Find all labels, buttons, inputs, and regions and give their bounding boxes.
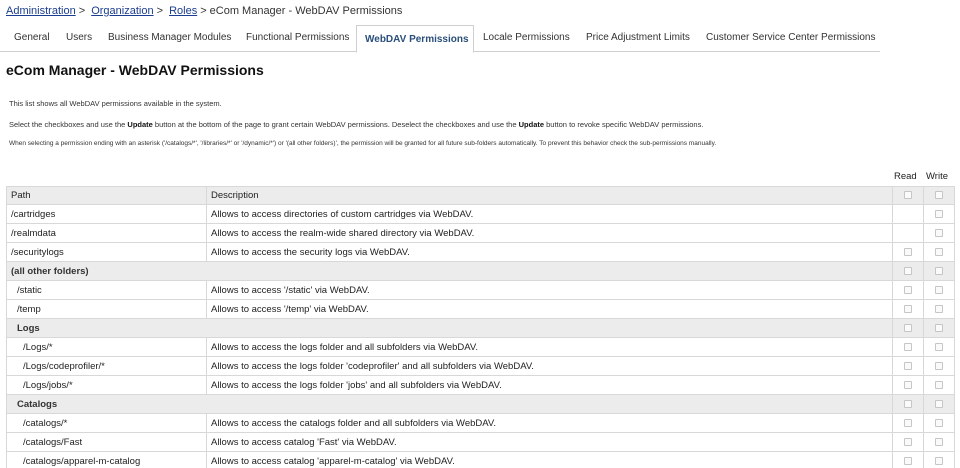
group-label: (all other folders) <box>7 262 893 281</box>
read-cell <box>893 376 924 395</box>
description-cell: Allows to access the logs folder 'codeprofiler' and all subfolders via WebDAV. <box>207 357 893 376</box>
group-label: Logs <box>7 319 893 338</box>
write-cell <box>924 281 955 300</box>
tab-customer-service-center-permissions[interactable]: Customer Service Center Permissions <box>706 32 876 43</box>
table-row <box>7 300 955 319</box>
tab-webdav-permissions[interactable]: WebDAV Permissions <box>356 25 474 53</box>
write-cell <box>924 395 955 414</box>
path-cell: /static <box>7 281 207 300</box>
write-cell <box>924 452 955 468</box>
description-cell: Allows to access '/static' via WebDAV. <box>207 281 893 300</box>
tab-business-manager-modules[interactable]: Business Manager Modules <box>108 32 232 43</box>
write-cell <box>924 433 955 452</box>
breadcrumb-link-roles[interactable]: Roles <box>169 5 198 17</box>
write-cell <box>924 224 955 243</box>
read-checkbox[interactable] <box>904 267 912 275</box>
write-checkbox[interactable] <box>935 438 943 446</box>
table-header-row <box>7 187 955 205</box>
write-checkbox[interactable] <box>935 419 943 427</box>
table-row <box>7 414 955 433</box>
write-cell <box>924 262 955 281</box>
write-checkbox[interactable] <box>935 210 943 218</box>
table-row <box>7 452 955 468</box>
write-checkbox[interactable] <box>935 267 943 275</box>
read-checkbox[interactable] <box>904 419 912 427</box>
write-cell <box>924 338 955 357</box>
write-checkbox[interactable] <box>935 229 943 237</box>
read-checkbox[interactable] <box>904 438 912 446</box>
breadcrumb-current: eCom Manager - WebDAV Permissions <box>209 5 403 17</box>
breadcrumb <box>6 5 402 17</box>
path-cell: /securitylogs <box>7 243 207 262</box>
description-cell: Allows to access the logs folder and all subfolders via WebDAV. <box>207 338 893 357</box>
path-cell: /catalogs/* <box>7 414 207 433</box>
write-checkbox[interactable] <box>935 248 943 256</box>
read-checkbox[interactable] <box>904 305 912 313</box>
table-row <box>7 205 955 224</box>
read-cell <box>893 262 924 281</box>
path-cell: /Logs/codeprofiler/* <box>7 357 207 376</box>
read-header: Read <box>894 171 917 182</box>
read-cell <box>893 281 924 300</box>
write-all-cell <box>924 187 955 205</box>
write-checkbox[interactable] <box>935 381 943 389</box>
table-row <box>7 224 955 243</box>
write-checkbox[interactable] <box>935 457 943 465</box>
breadcrumb-separator: > <box>78 5 86 17</box>
table-row <box>7 376 955 395</box>
write-checkbox[interactable] <box>935 400 943 408</box>
read-checkbox[interactable] <box>904 248 912 256</box>
write-cell <box>924 376 955 395</box>
info-update-keyword: Update <box>127 120 153 129</box>
info-text-2-e: button to revoke specific WebDAV permissions. <box>544 120 704 129</box>
tab-users[interactable]: Users <box>66 32 93 43</box>
write-header: Write <box>926 171 948 182</box>
breadcrumb-link-organization[interactable]: Organization <box>91 5 154 17</box>
breadcrumb-separator: > <box>200 5 207 17</box>
read-cell <box>893 300 924 319</box>
path-cell: /realmdata <box>7 224 207 243</box>
info-update-keyword: Update <box>518 120 545 129</box>
write-cell <box>924 357 955 376</box>
tab-locale-permissions[interactable]: Locale Permissions <box>483 32 570 43</box>
read-cell <box>893 452 924 468</box>
write-cell <box>924 414 955 433</box>
table-group-row <box>7 262 955 281</box>
path-cell: /catalogs/Fast <box>7 433 207 452</box>
read-cell <box>893 414 924 433</box>
read-cell <box>893 395 924 414</box>
path-cell: /cartridges <box>7 205 207 224</box>
write-cell <box>924 300 955 319</box>
description-cell: Allows to access the catalogs folder and all subfolders via WebDAV. <box>207 414 893 433</box>
read-cell <box>893 243 924 262</box>
read-checkbox[interactable] <box>904 286 912 294</box>
info-text-3: When selecting a permission ending with an asterisk ('/catalogs/*', '/libraries/*' or '/dynamic/*') or '(all other folders)', the permission will be granted for all future sub-folders automatically. To prevent this behavior check the sub-permissions manually. <box>9 140 717 147</box>
info-text-2-a: Select the checkboxes and use the <box>9 120 128 129</box>
write-checkbox[interactable] <box>935 305 943 313</box>
read-cell <box>893 433 924 452</box>
read-cell <box>893 224 924 243</box>
table-row <box>7 357 955 376</box>
permissions-table <box>6 186 955 468</box>
read-all-checkbox[interactable] <box>904 191 912 199</box>
read-cell <box>893 205 924 224</box>
breadcrumb-separator: > <box>156 5 164 17</box>
page-title: eCom Manager - WebDAV Permissions <box>6 62 264 78</box>
write-cell <box>924 243 955 262</box>
path-cell: /temp <box>7 300 207 319</box>
permissions-table-body <box>7 205 955 468</box>
write-all-checkbox[interactable] <box>935 191 943 199</box>
description-cell: Allows to access '/temp' via WebDAV. <box>207 300 893 319</box>
read-checkbox[interactable] <box>904 362 912 370</box>
column-header-path: Path <box>7 187 207 205</box>
info-text-2 <box>9 120 703 129</box>
table-row <box>7 338 955 357</box>
tab-price-adjustment-limits[interactable]: Price Adjustment Limits <box>586 32 690 43</box>
description-cell: Allows to access the logs folder 'jobs' and all subfolders via WebDAV. <box>207 376 893 395</box>
description-cell: Allows to access catalog 'apparel-m-catalog' via WebDAV. <box>207 452 893 468</box>
write-cell <box>924 205 955 224</box>
description-cell: Allows to access catalog 'Fast' via WebDAV. <box>207 433 893 452</box>
tab-functional-permissions[interactable]: Functional Permissions <box>246 32 350 43</box>
write-checkbox[interactable] <box>935 286 943 294</box>
info-text-1: This list shows all WebDAV permissions available in the system. <box>9 99 222 108</box>
tab-general[interactable]: General <box>14 32 50 43</box>
tab-bar <box>0 24 880 52</box>
column-header-description: Description <box>207 187 893 205</box>
read-cell <box>893 319 924 338</box>
group-label: Catalogs <box>7 395 893 414</box>
write-checkbox[interactable] <box>935 362 943 370</box>
read-all-cell <box>893 187 924 205</box>
table-row <box>7 433 955 452</box>
read-checkbox[interactable] <box>904 343 912 351</box>
read-cell <box>893 338 924 357</box>
read-checkbox[interactable] <box>904 381 912 389</box>
info-text-2-c: button at the bottom of the page to grant certain WebDAV permissions. Deselect the checkboxes and use the <box>152 120 519 129</box>
read-checkbox[interactable] <box>904 400 912 408</box>
read-checkbox[interactable] <box>904 457 912 465</box>
description-cell: Allows to access directories of custom cartridges via WebDAV. <box>207 205 893 224</box>
table-group-row <box>7 319 955 338</box>
breadcrumb-link-administration[interactable]: Administration <box>6 5 76 17</box>
read-checkbox[interactable] <box>904 324 912 332</box>
description-cell: Allows to access the realm-wide shared directory via WebDAV. <box>207 224 893 243</box>
write-cell <box>924 319 955 338</box>
path-cell: /catalogs/apparel-m-catalog <box>7 452 207 468</box>
table-row <box>7 243 955 262</box>
write-checkbox[interactable] <box>935 343 943 351</box>
write-checkbox[interactable] <box>935 324 943 332</box>
description-cell: Allows to access the security logs via WebDAV. <box>207 243 893 262</box>
path-cell: /Logs/jobs/* <box>7 376 207 395</box>
read-cell <box>893 357 924 376</box>
table-row <box>7 281 955 300</box>
table-group-row <box>7 395 955 414</box>
path-cell: /Logs/* <box>7 338 207 357</box>
